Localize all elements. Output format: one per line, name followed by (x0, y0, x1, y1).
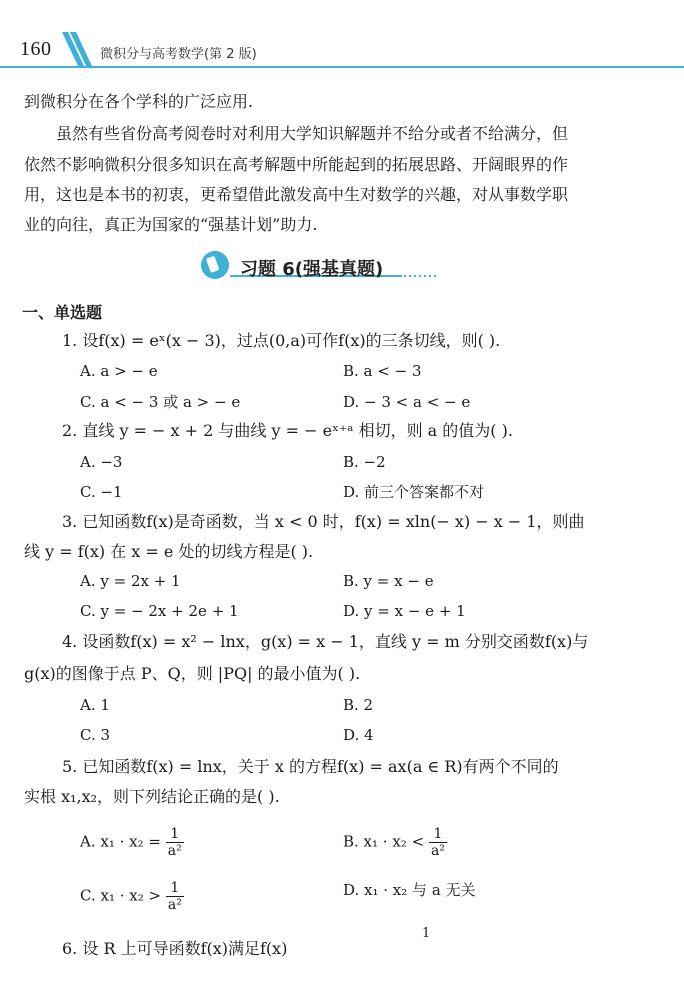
question-3-line-1: 3. 已知函数f(x)是奇函数，当 x < 0 时，f(x) = xln(− x) − x − 1，则曲 (62, 512, 585, 531)
q5-option-b-text: B. x₁ · x₂ < (343, 832, 425, 851)
question-1: 1. 设f(x) = eˣ(x − 3)，过点(0,a)可作f(x)的三条切线，则( ). (62, 331, 501, 350)
page-number: 160 (20, 38, 52, 60)
book-title: 微积分与高考数学(第 2 版) (100, 47, 257, 62)
q5-option-c (80, 880, 184, 913)
q2-option-c: C. −1 (80, 483, 123, 501)
q2-option-b: B. −2 (343, 453, 386, 471)
q3-option-b: B. y = x − e (343, 572, 434, 590)
q3-option-c: C. y = − 2x + 2e + 1 (80, 602, 239, 620)
q5-option-a (80, 826, 184, 859)
question-5-line-1: 5. 已知函数f(x) = lnx，关于 x 的方程f(x) = ax(a ∈ R)有两个不同的 (62, 757, 559, 776)
q5-option-a-fraction (166, 826, 184, 859)
q1-option-a: A. a > − e (80, 362, 158, 380)
q6-partial-numerator: 1 (422, 926, 431, 941)
header-rule (0, 66, 684, 68)
q4-option-d: D. 4 (343, 726, 374, 744)
header-stripes-decoration (60, 30, 96, 68)
fraction-denominator: a² (167, 843, 182, 859)
fraction-numerator: 1 (166, 826, 184, 843)
q1-option-b: B. a < − 3 (343, 362, 422, 380)
question-4-line-1: 4. 设函数f(x) = x² − lnx，g(x) = x − 1，直线 y = m 分别交函数f(x)与 (62, 632, 589, 651)
q2-option-d: D. 前三个答案都不对 (343, 483, 485, 501)
q1-option-c: C. a < − 3 或 a > − e (80, 393, 241, 411)
fraction-denominator: a² (430, 843, 445, 859)
q5-option-d: D. x₁ · x₂ 与 a 无关 (343, 881, 476, 899)
intro-line-5: 业的向往，真正为国家的“强基计划”助力. (24, 215, 318, 234)
q4-option-b: B. 2 (343, 696, 374, 714)
question-2: 2. 直线 y = − x + 2 与曲线 y = − eˣ⁺ᵃ 相切，则 a 的值为( ). (62, 421, 513, 440)
fade-overlay (292, 928, 372, 968)
question-6: 6. 设 R 上可导函数f(x)满足f(x) (62, 939, 288, 958)
q5-option-b-fraction (429, 826, 447, 859)
q4-option-a: A. 1 (80, 696, 110, 714)
intro-line-2: 虽然有些省份高考阅卷时对利用大学知识解题并不给分或者不给满分，但 (56, 124, 569, 143)
q5-option-a-text: A. x₁ · x₂ = (80, 832, 161, 851)
intro-line-3: 依然不影响微积分很多知识在高考解题中所能起到的拓展思路、开阔眼界的作 (24, 155, 569, 174)
q2-option-a: A. −3 (80, 453, 123, 471)
fraction-numerator: 1 (429, 826, 447, 843)
fraction-denominator: a² (167, 897, 182, 913)
question-5-line-2: 实根 x₁,x₂，则下列结论正确的是( ). (24, 787, 280, 806)
exercise-title: 习题 6(强基真题) (240, 259, 384, 280)
q5-option-c-text: C. x₁ · x₂ > (80, 886, 162, 905)
question-3-line-2: 线 y = f(x) 在 x = e 处的切线方程是( ). (24, 542, 314, 561)
q4-option-c: C. 3 (80, 726, 111, 744)
q1-option-d: D. − 3 < a < − e (343, 393, 471, 411)
section-title: 一、单选题 (22, 303, 103, 322)
q5-option-c-fraction (166, 880, 184, 913)
intro-line-1: 到微积分在各个学科的广泛应用. (24, 92, 254, 111)
q3-option-d: D. y = x − e + 1 (343, 602, 466, 620)
q5-option-b (343, 826, 447, 859)
fraction-numerator: 1 (166, 880, 184, 897)
q3-option-a: A. y = 2x + 1 (80, 572, 181, 590)
question-4-line-2: g(x)的图像于点 P、Q，则 |PQ| 的最小值为( ). (24, 664, 361, 683)
intro-line-4: 用，这也是本书的初衷，更希望借此激发高中生对数学的兴趣，对从事数学职 (24, 185, 569, 204)
